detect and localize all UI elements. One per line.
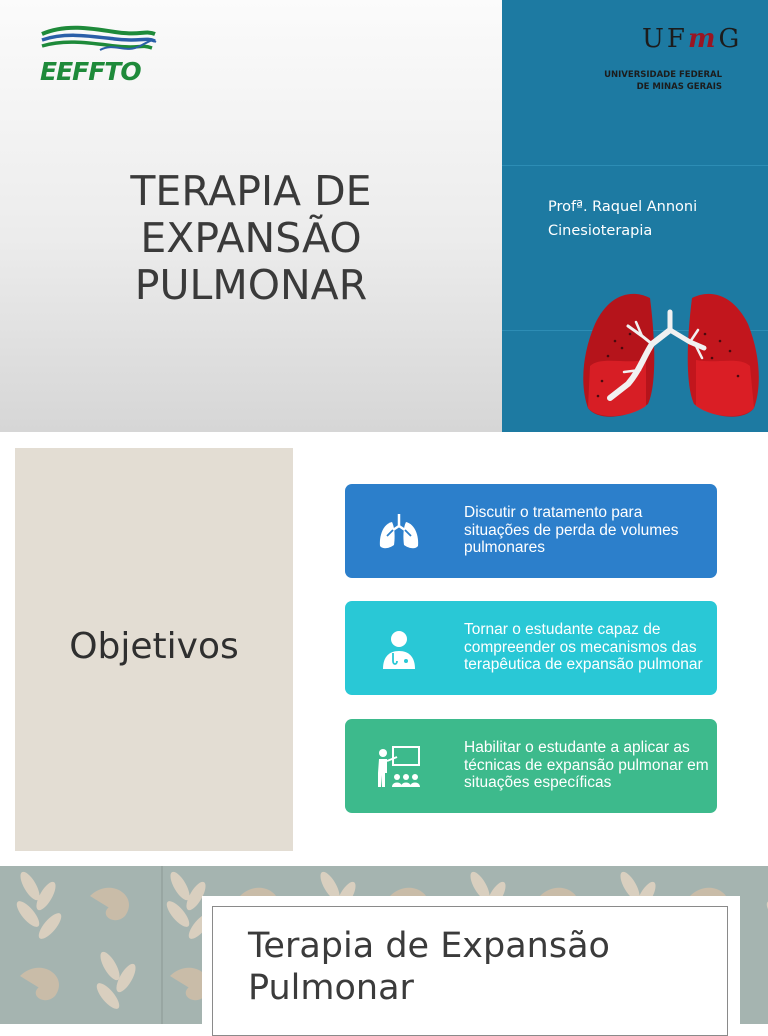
eeffto-waves-logo [40,24,158,60]
title-slide [0,0,768,432]
teacher-board-icon [375,745,423,789]
eeffto-logo-text: EEFFTO [40,57,141,86]
section-title-line: Terapia de Expansão [248,926,610,966]
slide-title [0,168,502,309]
ufmg-subtitle: UNIVERSIDADE FEDERAL DE MINAS GERAIS [604,70,722,92]
divider-line [502,165,768,166]
title-line: PULMONAR [134,261,368,309]
title-line: TERAPIA DE [130,167,372,215]
objective-card [345,719,717,813]
lungs-icon [375,510,423,554]
objective-card [345,484,717,578]
objective-text: Tornar o estudante capaz de compreender os mecanismos das terapêutica de expansão pulmonar [464,621,703,673]
professor-name: Profª. Raquel Annoni [548,199,698,215]
objective-text: Discutir o tratamento para situações de perda de volumes pulmonares [464,504,679,556]
objective-card [345,601,717,695]
ufmg-logo: UFmG [642,24,743,54]
title-line: EXPANSÃO [140,214,362,262]
lungs-illustration [580,286,762,422]
section-title [248,925,708,1009]
objectives-heading: Objetivos [69,626,239,667]
author-block [548,195,697,243]
doctor-icon [375,627,423,671]
section-title-line: Pulmonar [248,968,414,1008]
objective-text: Habilitar o estudante a aplicar as técnicas de expansão pulmonar em situações específicas [464,739,709,791]
course-name: Cinesioterapia [548,223,653,239]
